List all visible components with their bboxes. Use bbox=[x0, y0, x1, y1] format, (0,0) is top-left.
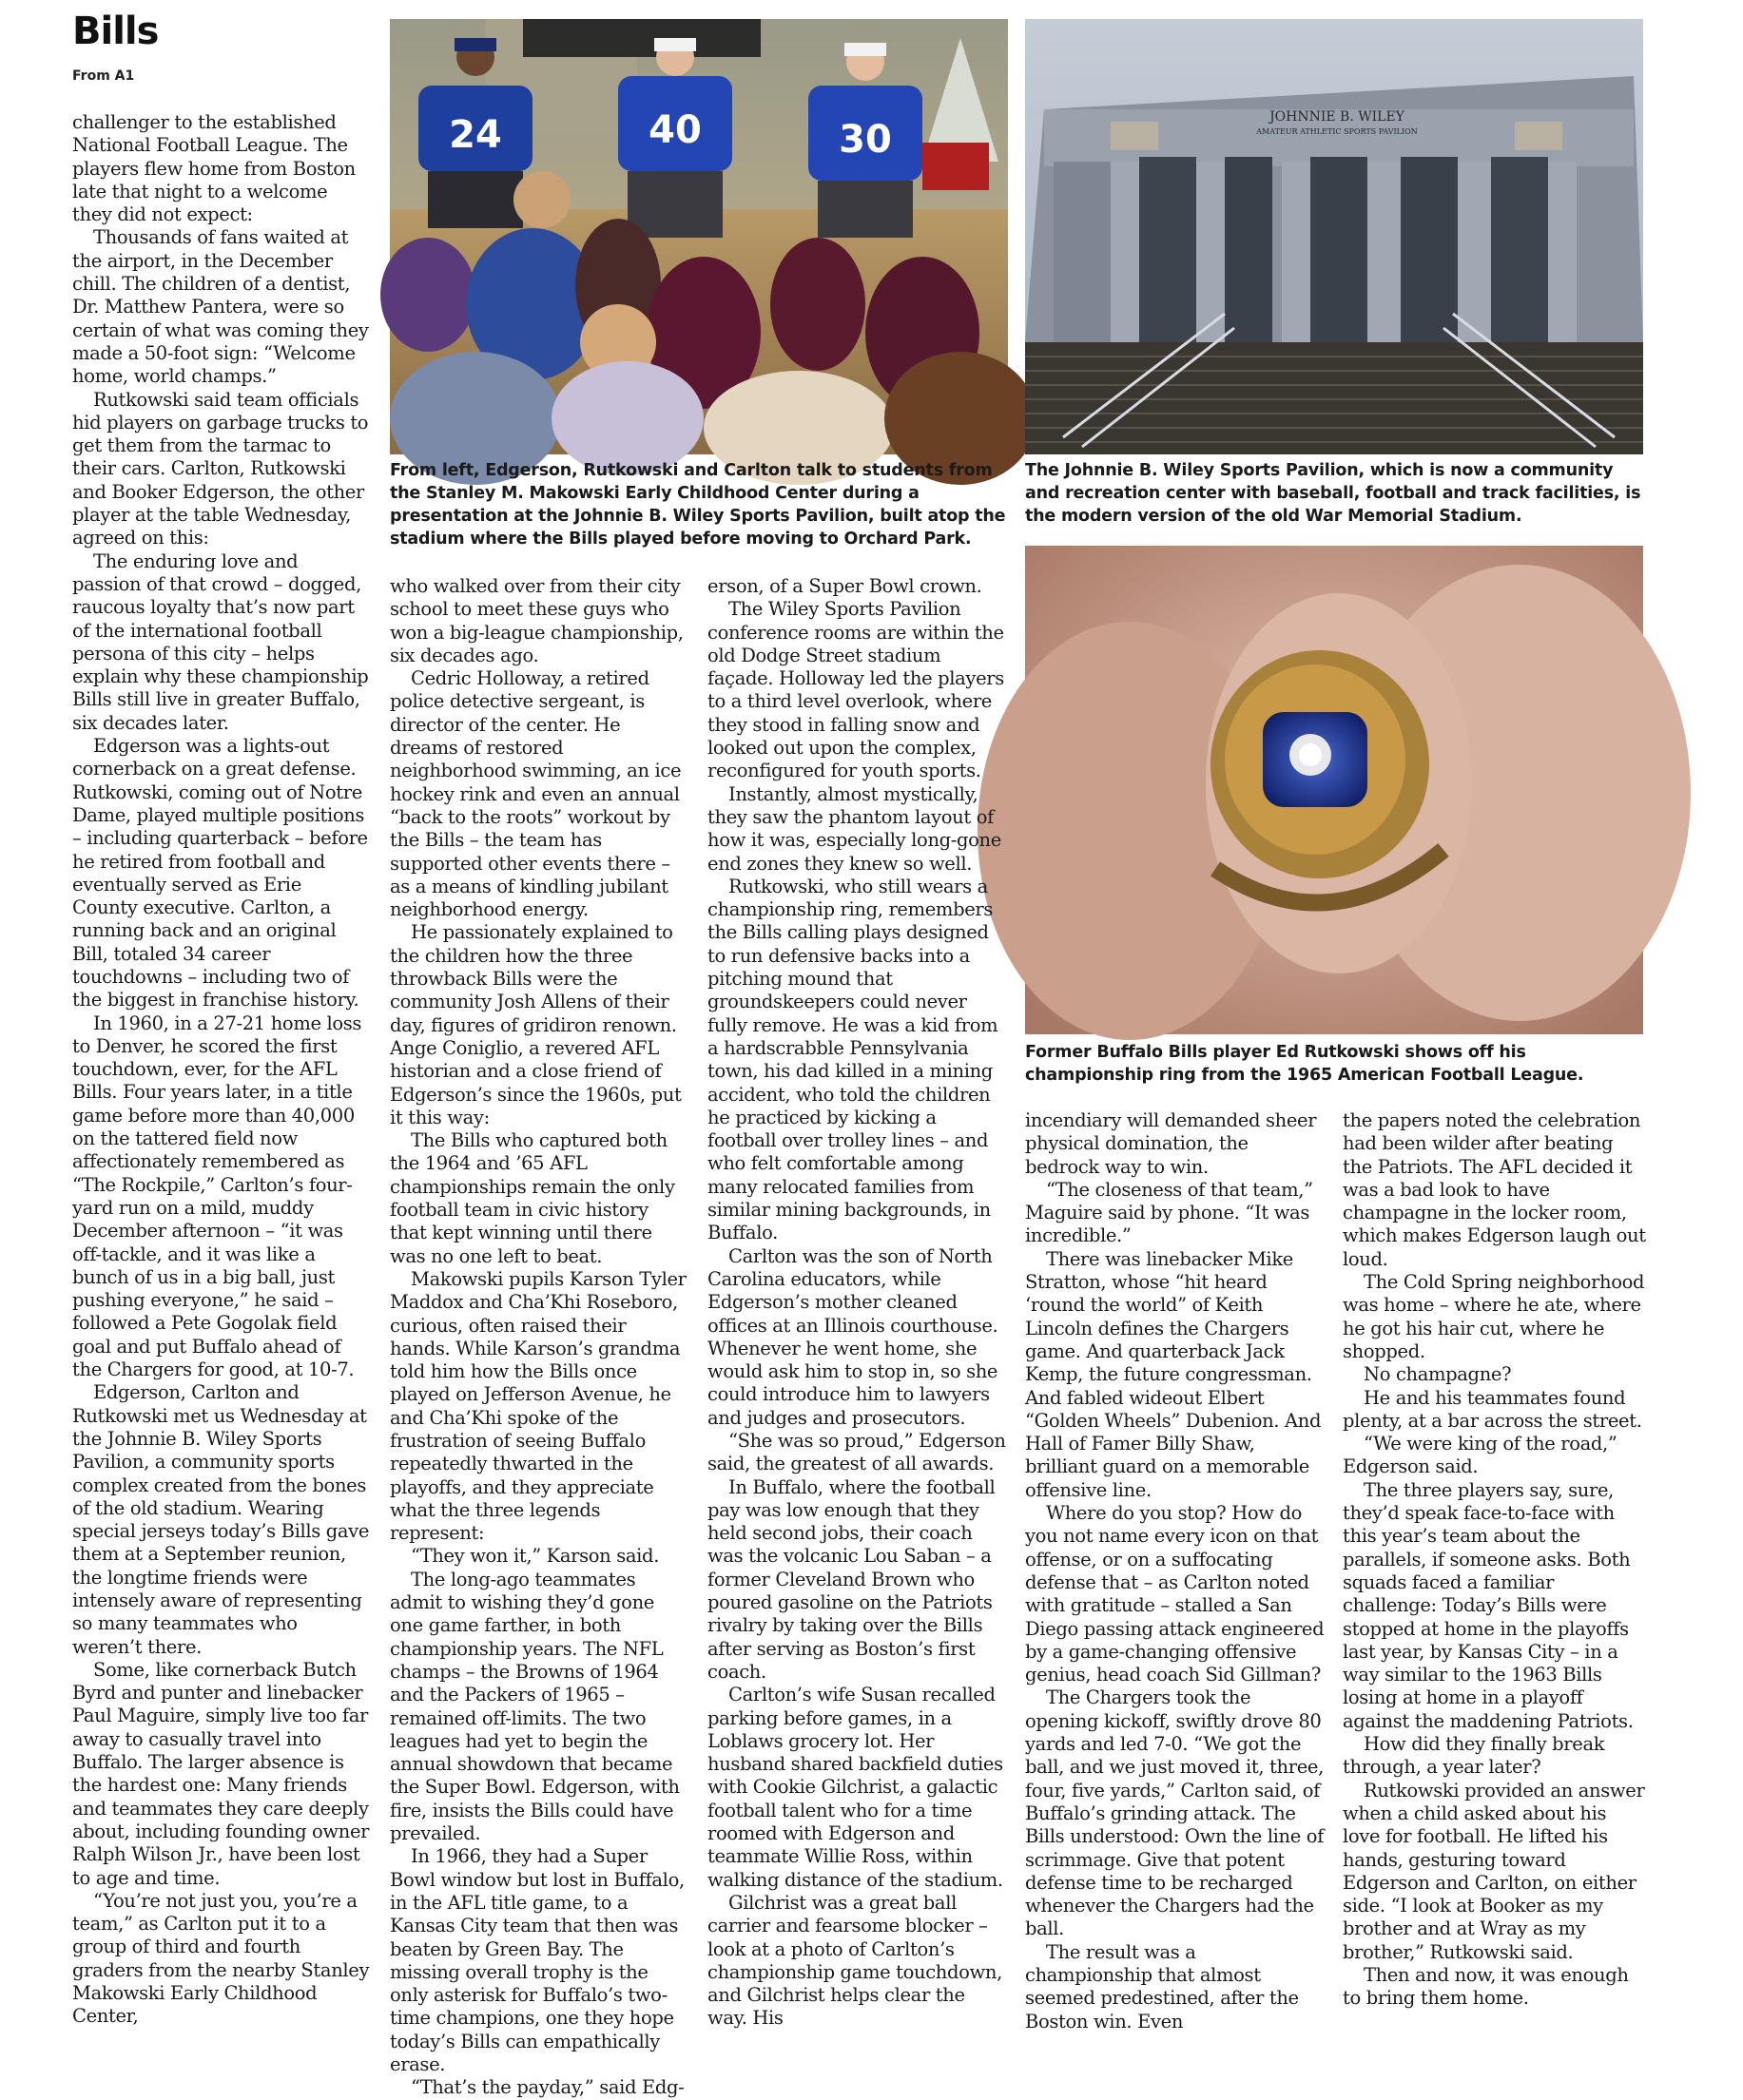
paragraph: He and his teammates found plenty, at a bar across the street. bbox=[1343, 1386, 1642, 1432]
paragraph: The long-ago teammates admit to wishing they’d gone one game farther, in both championship years. The NFL champs – the Browns of 1964 and the Packers of 1965 – remained off-limits. The two leagues had yet to begin the annual showdown that became the Super Bowl. Edgerson, with fire, insists the Bills could have prevailed. bbox=[390, 1568, 680, 1845]
paragraph: Then and now, it was enough to bring them home. bbox=[1343, 1963, 1629, 2010]
paragraph: In 1966, they had a Super Bowl window but lost in Buffalo, in the AFL title game, to a Kansas City team that then was beaten by Green Bay. The missing overall trophy is the only asterisk for Buffalo’s two-time champions, one they hope today’s Bills can empathically erase. bbox=[390, 1845, 685, 2075]
paragraph: There was linebacker Mike Stratton, whose “hit heard ‘round the world” of Keith Lincoln defines the Chargers game. And quarterback Jack Kemp, the future congressman. And fabled wideout Elbert “Golden Wheels” Dubenion. And Hall of Famer Billy Shaw, brilliant guard on a memorable offensive line. bbox=[1025, 1247, 1322, 1501]
pavilion-sign: JOHNNIE B. WILEY bbox=[1269, 109, 1404, 125]
paragraph: “That’s the payday,” said Edg- bbox=[411, 2076, 685, 2099]
paragraph: Where do you stop? How do you not name every icon on that offense, or on a suffocating defense that – as Carlton noted with gratitude – stalled a San Diego passing attack engineered by a game-changing offensive genius, head coach Sid Gillman? bbox=[1025, 1502, 1325, 1686]
paragraph: “You’re not just you, you’re a team,” as Carlton put it to a group of third and fourth graders from the nearby Stanley Makowski Early Childhood Center, bbox=[72, 1889, 370, 2028]
article-column-4 bbox=[1025, 1109, 1325, 2033]
paragraph: The Bills who captured both the 1964 and ’65 AFL championships remain the only football team in civic history that kept winning until there was no one left to beat. bbox=[390, 1129, 675, 1267]
paragraph: who walked over from their city school to meet these guys who won a big-league championship, six decades ago. bbox=[390, 575, 684, 666]
paragraph: In 1960, in a 27-21 home loss to Denver, he scored the first touchdown, ever, for the AFL Bills. Four years later, in a title game before more than 40,000 on the tattered field now affectionately remembered as “The Rockpile,” Carlton’s four-yard run on a mild, muddy December afternoon – “it was off-tackle, and it was like a bunch of us in a big ball, just pushing everyone,” he said – followed a Pete Gogolak field goal and put Buffalo ahead of the Chargers for good, at 10-7. bbox=[72, 1011, 362, 1381]
paragraph: Rutkowski said team officials hid players on garbage trucks to get them from the tarmac to their cars. Carlton, Rutkowski and Booker Edgerson, the other player at the table Wednesday, agreed on this: bbox=[72, 388, 369, 549]
story-title: Bills bbox=[72, 10, 159, 53]
paragraph: Edgerson, Carlton and Rutkowski met us Wednesday at the Johnnie B. Wiley Sports Pavilion, a community sports complex created from the bones of the old stadium. Wearing special jerseys today’s Bills gave them at a September reunion, the longtime friends were intensely aware of representing so many teammates who weren’t there. bbox=[72, 1381, 370, 1658]
paragraph: No champagne? bbox=[1364, 1363, 1512, 1386]
paragraph: “They won it,” Karson said. bbox=[411, 1545, 660, 1568]
paragraph: “We were king of the road,” Edgerson said. bbox=[1343, 1433, 1617, 1478]
pavilion-photo-caption: The Johnnie B. Wiley Sports Pavilion, which is now a community and recreation center with baseball, football and track facilities, is the modern version of the old War Memorial Stadium. bbox=[1025, 461, 1641, 526]
paragraph: “The closeness of that team,” Maguire said by phone. “It was incredible.” bbox=[1025, 1178, 1313, 1247]
pavilion-photo bbox=[1025, 19, 1643, 454]
presentation-photo bbox=[390, 19, 1008, 454]
paragraph: How did they finally break through, a year later? bbox=[1343, 1733, 1605, 1779]
paragraph: The result was a championship that almost seemed predestined, after the Boston win. Even bbox=[1025, 1940, 1299, 2033]
paragraph: Cedric Holloway, a retired police detective sergeant, is director of the center. He dreams of restored neighborhood swimming, an ice hockey rink and even an annual “back to the roots” workout by the Bills – the team has supported other events there – as a means of kindling jubilant neighborhood energy. bbox=[390, 667, 682, 921]
ring-photo-caption: Former Buffalo Bills player Ed Rutkowski shows off his championship ring from the 1965 American Football League. bbox=[1025, 1043, 1584, 1085]
jersey-number: 24 bbox=[449, 113, 502, 157]
paragraph: Thousands of fans waited at the airport, in the December chill. The children of a dentist, Dr. Matthew Pantera, were so certain of what was coming they made a 50-foot sign: “Welcome home, world champs.” bbox=[72, 226, 369, 388]
article-column-3 bbox=[707, 575, 1007, 2030]
paragraph: The three players say, sure, they’d speak face-to-face with this year’s team about the parallels, if someone asks. Both squads faced a familiar challenge: Today’s Bills were stopped at home in the playoffs last year, by Kansas City – in a way similar to the 1963 Bills losing at home in a playoff against the maddening Patriots. bbox=[1343, 1478, 1634, 1732]
pavilion-sign-subtitle: AMATEUR ATHLETIC SPORTS PAVILION bbox=[1256, 127, 1418, 136]
paragraph: In Buffalo, where the football pay was low enough that they held second jobs, their coach was the volcanic Lou Saban – a former Cleveland Brown who poured gasoline on the Patriots rivalry by taking over the Bills after serving as Boston’s first coach. bbox=[707, 1475, 996, 1683]
paragraph: Gilchrist was a great ball carrier and fearsome blocker – look at a photo of Carlton’s championship game touchdown, and Gilchrist helps clear the way. His bbox=[707, 1891, 1002, 2030]
paragraph: challenger to the established National Football League. The players flew home from Boston late that night to a welcome they did not expect: bbox=[72, 111, 356, 226]
paragraph: Carlton’s wife Susan recalled parking before games, in a Loblaws grocery lot. Her husband shared backfield duties with Cookie Gilchrist, a galactic football talent who for a time roomed with Edgerson and teammate Willie Ross, within walking distance of the stadium. bbox=[707, 1684, 1003, 1891]
article-column-1 bbox=[72, 111, 371, 2028]
paragraph: The Chargers took the opening kickoff, swiftly drove 80 yards and led 7-0. “We got the ball, and we just moved it, three, four, five yards,” Carlton said, of Buffalo’s grinding attack. The Bills understood: Own the line of scrimmage. Give that potent defense time to be recharged whenever the Chargers had the ball. bbox=[1025, 1686, 1325, 1940]
pavilion-photo-art bbox=[1025, 19, 1643, 454]
paragraph: Rutkowski provided an answer when a child asked about his love for football. He lifted his hands, gesturing toward Edgerson and Carlton, on either side. “I look at Booker as my brother and at Wray as my brother,” Rutkowski said. bbox=[1343, 1779, 1645, 1963]
article-column-2 bbox=[390, 575, 689, 2099]
paragraph: He passionately explained to the children how the three throwback Bills were the community Josh Allens of their day, figures of gridiron renown. Ange Coniglio, a revered AFL historian and a close friend of Edgerson’s since the 1960s, put it this way: bbox=[390, 921, 682, 1128]
ring-photo bbox=[1025, 546, 1643, 1034]
presentation-photo-art bbox=[390, 19, 1008, 454]
paragraph: Edgerson was a lights-out cornerback on a great defense. Rutkowski, coming out of Notre Dame, played multiple positions – including quarterback – before he retired from football and eventually served as Erie County executive. Carlton, a running back and an original Bill, totaled 34 career touchdowns – including two of the biggest in franchise history. bbox=[72, 735, 368, 1011]
jump-line: From A1 bbox=[72, 68, 135, 84]
paragraph: incendiary will demanded sheer physical domination, the bedrock way to win. bbox=[1025, 1109, 1317, 1178]
paragraph: The enduring love and passion of that crowd – dogged, raucous loyalty that’s now part of the international football persona of this city – helps explain why these championship Bills still live in greater Buffalo, six decades later. bbox=[72, 549, 369, 734]
paragraph: “She was so proud,” Edgerson said, the greatest of all awards. bbox=[707, 1429, 1006, 1475]
paragraph: Some, like cornerback Butch Byrd and punter and linebacker Paul Maguire, simply live too far away to casually travel into Buffalo. The larger absence is the hardest one: Many friends and teammates they care deeply about, including founding owner Ralph Wilson Jr., have been lost to age and time. bbox=[72, 1658, 370, 1889]
ring-photo-art bbox=[1025, 546, 1643, 1034]
paragraph: the papers noted the celebration had been wilder after beating the Patriots. The AFL decided it was a bad look to have champagne in the locker room, which makes Edgerson laugh out loud. bbox=[1343, 1109, 1646, 1270]
paragraph: Instantly, almost mystically, they saw the phantom layout of how it was, especially long-gone end zones they knew so well. bbox=[707, 782, 1001, 875]
paragraph: The Wiley Sports Pavilion conference rooms are within the old Dodge Street stadium façade. Holloway led the players to a third level overlook, where they stood in falling snow and looked out upon the complex, reconfigured for youth sports. bbox=[707, 598, 1004, 782]
paragraph: The Cold Spring neighborhood was home – where he ate, where he got his hair cut, where he shopped. bbox=[1343, 1271, 1645, 1362]
paragraph: Rutkowski, who still wears a championship ring, remembers the Bills calling plays designed to run defensive backs into a pitching mound that groundskeepers could never fully remove. He was a kid from a hardscrabble Pennsylvania town, his dad killed in a mining accident, who told the children he practiced by kicking a football over trolley lines – and who felt comfortable among many relocated families from similar mining backgrounds, in Buffalo. bbox=[707, 875, 998, 1244]
presentation-photo-caption: From left, Edgerson, Rutkowski and Carlton talk to students from the Stanley M. Makowski Early Childhood Center during a presentation at the Johnnie B. Wiley Sports Pavilion, built atop the stadium where the Bills played before moving to Orchard Park. bbox=[390, 461, 1006, 549]
article-column-5 bbox=[1343, 1109, 1647, 2010]
jersey-number: 40 bbox=[649, 108, 702, 152]
jersey-number: 30 bbox=[839, 118, 892, 162]
paragraph: Carlton was the son of North Carolina educators, while Edgerson’s mother cleaned offices at an Illinois courthouse. Whenever he went home, she would ask him to stop in, so she could introduce him to lawyers and judges and prosecutors. bbox=[707, 1244, 998, 1429]
paragraph: erson, of a Super Bowl crown. bbox=[707, 575, 982, 597]
paragraph: Makowski pupils Karson Tyler Maddox and Cha’Khi Roseboro, curious, often raised their hands. While Karson’s grandma told him how the Bills once played on Jefferson Avenue, he and Cha’Khi spoke of the frustration of seeing Buffalo repeatedly thwarted in the playoffs, and they appreciate what the three legends represent: bbox=[390, 1267, 687, 1545]
